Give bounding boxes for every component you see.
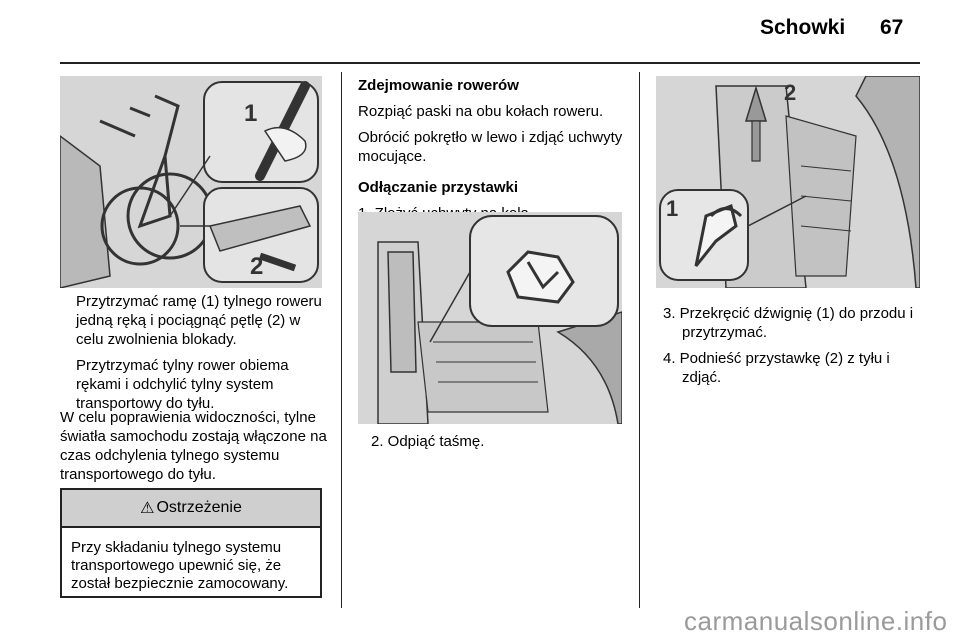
heading-removing-bikes: Zdejmowanie rowerów <box>358 77 519 94</box>
header-rule <box>60 62 920 64</box>
page-number: 67 <box>880 16 904 39</box>
column-divider-right <box>639 72 640 608</box>
step-unbuckle-strap: 2. Odpiąć taśmę. <box>371 433 485 450</box>
step-lift-carrier: 4. Podnieść przystawkę (2) z tyłu i zdjąć. <box>663 350 890 386</box>
figure-callout-2: 2 <box>784 80 797 105</box>
figure-callout-1: 1 <box>244 100 258 127</box>
warning-title: Ostrzeżenie <box>156 499 242 516</box>
step-tilt-carrier: Przytrzymać tylny rower obiema rękami i odchylić tylny system transportowy do tyłu. <box>76 357 289 412</box>
step-turn-lever: 3. Przekręcić dźwignię (1) do przodu i przytrzymać. <box>663 305 914 341</box>
step-hold-frame: Przytrzymać ramę (1) tylnego roweru jedną ręką i pociągnąć pętlę (2) w celu zwolnienia blokady. <box>76 293 322 348</box>
visibility-paragraph: W celu poprawienia widoczności, tylne światła samochodu zostają włączone na czas odchylenia tylnego systemu transportowego do tyłu. <box>60 409 327 483</box>
paragraph-turn-knob: Obrócić pokrętło w lewo i zdjąć uchwyty mocujące. <box>358 129 623 165</box>
column-divider-left <box>341 72 342 608</box>
watermark-text: carmanualsonline.info <box>684 606 948 636</box>
fold-holders-figure <box>358 212 622 424</box>
warning-box <box>60 488 322 598</box>
warning-text: Przy składaniu tylnego systemu transportowego upewnić się, że został bezpiecznie zamocowany. <box>71 539 289 592</box>
figure-callout-2: 2 <box>250 253 264 280</box>
page-header-title: Schowki <box>760 16 846 39</box>
lever-carrier-figure <box>656 76 920 288</box>
left-steps <box>76 292 330 420</box>
warning-triangle-icon: ⚠ <box>140 500 155 517</box>
paragraph-unbuckle-straps: Rozpiąć paski na obu kołach roweru. <box>358 103 604 120</box>
figure-callout-1: 1 <box>666 196 679 221</box>
bike-carrier-figure <box>60 76 322 288</box>
warning-header <box>62 490 320 528</box>
heading-detach-carrier: Odłączanie przystawki <box>358 179 519 196</box>
